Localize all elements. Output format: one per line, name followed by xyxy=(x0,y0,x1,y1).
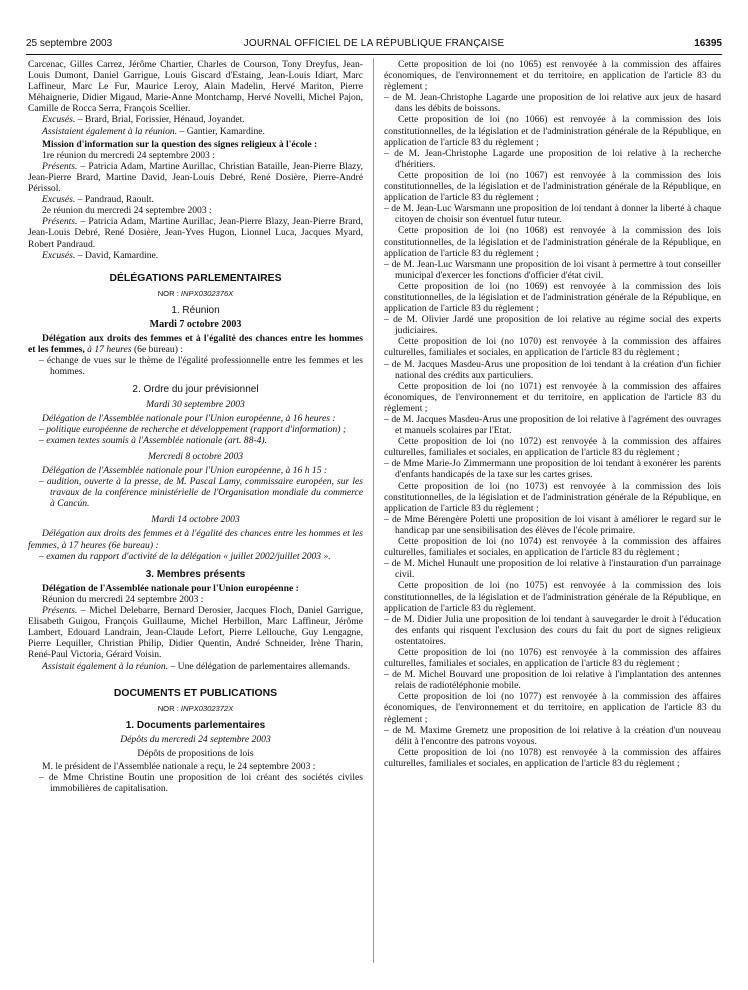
referral-note: Cette proposition de loi (no 1072) est renvoyée à la commission des affaires culturelles, familiales et sociales, en application de l'article 83 du règlement ; xyxy=(384,436,721,459)
meeting-date: Mardi 7 octobre 2003 xyxy=(149,318,242,330)
header-date: 25 septembre 2003 xyxy=(26,38,113,49)
also-present-line: Assistait également à la réunion. – Une délégation de parlementaires allemands. xyxy=(42,660,350,672)
delegation-entry: Délégation aux droits des femmes et à l'égalité des chances entre les hommes et les femmes, à 17 heures (6e bureau) : xyxy=(28,333,363,356)
subsection-title: 2. Ordre du jour prévisionnel xyxy=(132,384,259,396)
deposit-item: – de Mme Marie-Jo Zimmermann une proposition de loi tendant à exonérer les parents d'enfants handicapés de la taxe sur les cartes grises. xyxy=(384,458,721,481)
deposit-item: – de M. Maxime Gremetz une proposition de loi relative à la création d'un nouveau délit à l'encontre des patrons voyous. xyxy=(384,724,721,747)
referral-note: Cette proposition de loi (no 1068) est renvoyée à la commission des lois constitutionnelles, de la législation et de l'administration générale de la République, en application de l'article 83 du règlement ; xyxy=(384,225,721,259)
excused-line: Excusés. – David, Kamardine. xyxy=(42,249,159,261)
header-title: JOURNAL OFFICIEL DE LA RÉPUBLIQUE FRANÇAISE xyxy=(243,38,505,49)
subsection-title: 1. Documents parlementaires xyxy=(125,719,266,731)
referral-note: Cette proposition de loi (no 1078) est renvoyée à la commission des affaires culturelles, familiales et sociales, en application de l'article 83 du règlement ; xyxy=(384,746,721,769)
deposit-item: – de M. Jean-Christophe Lagarde une proposition de loi relative à la recherche d'héritiers. xyxy=(384,147,721,170)
referral-note: Cette proposition de loi (no 1077) est renvoyée à la commission des affaires économiques, de l'environnement et du territoire, en application de l'article 83 du règlement ; xyxy=(384,691,721,725)
referral-note: Cette proposition de loi (no 1069) est renvoyée à la commission des lois constitutionnelles, de la législation et de l'administration générale de la République, en application de l'article 83 du règlement ; xyxy=(384,280,721,315)
delegation-entry: Délégation de l'Assemblée nationale pour l'Union européenne, à 16 h 15 : xyxy=(42,465,328,476)
section-heading-delegations: DÉLÉGATIONS PARLEMENTAIRES xyxy=(109,272,282,284)
subsection-title: 3. Membres présents xyxy=(145,568,246,580)
referral-note: Cette proposition de loi (no 1067) est renvoyée à la commission des lois constitutionnelles, de la législation et de l'administration générale de la République, en application de l'article 83 du règlement ; xyxy=(384,169,721,204)
deposit-item: – de Mme Christine Boutin une proposition de loi créant des sociétés civiles immobilières de capitalisation. xyxy=(39,772,363,795)
excused-line: Excusés. – Pandraud, Raoult. xyxy=(42,194,154,206)
referral-note: Cette proposition de loi (no 1066) est renvoyée à la commission des lois constitutionnelles, de la législation et de l'administration générale de la République, en application de l'article 83 du règlement ; xyxy=(384,114,721,148)
referral-note: Cette proposition de loi (no 1076) est renvoyée à la commission des affaires culturelles, familiales et sociales, en application de l'article 83 du règlement ; xyxy=(384,646,721,670)
deposit-item: – de M. Jacques Masdeu-Arus une proposition de loi relative à l'agrément des ouvrages et manuels scolaires par l'Etat. xyxy=(384,414,721,437)
nor-reference: NOR : INPX0302372X xyxy=(157,703,234,713)
present-line: Présents. – Michel Delebarre, Bernard Derosier, Jacques Floch, Daniel Garrigue, Elisabeth Guigou, François Guillaume, Michel Herbillon, Marc Laffineur, Jérôme Lambert, Edouard Landrain, Jean-Claude Lefort, Pierre Lellouche, Guy Lengagne, Pierre Lequiller, Christian Philip, Didier Quentin, André Schneider, Irène Tharin, René-Paul Victoria, Gérard Voisin. xyxy=(28,605,363,661)
right-column xyxy=(384,59,721,769)
deposit-intro: M. le président de l'Assemblée nationale a reçu, le 24 septembre 2003 : xyxy=(42,761,316,773)
agenda-item: – échange de vues sur le thème de l'égalité professionnelle entre les femmes et les hommes. xyxy=(39,355,363,378)
deposit-item: – de M. Jean-Luc Warsmann une proposition de loi tendant à donner la liberté à chaque citoyen de choisir son éventuel futur tuteur. xyxy=(384,203,721,226)
delegation-entry: Délégation de l'Assemblée nationale pour l'Union européenne : xyxy=(42,582,299,594)
page-header xyxy=(26,38,722,52)
present-line: Présents. – Patricia Adam, Martine Aurillac, Jean-Pierre Blazy, Jean-Pierre Brard, Jean-Louis Debré, René Dosière, Jean-Yves Hugon, Lionnel Luca, Jacques Myard, Robert Pandraud. xyxy=(28,216,363,250)
delegation-entry: Délégation de l'Assemblée nationale pour l'Union européenne, à 16 heures : xyxy=(42,412,336,424)
agenda-item: – audition, ouverte à la presse, de M. Pascal Lamy, commissaire européen, sur les travaux de la conférence ministérielle de l'Organisation mondiale du commerce à Cancún. xyxy=(39,476,363,510)
deposit-date: Dépôts du mercredi 24 septembre 2003 xyxy=(120,733,271,745)
excused-line: Excusés. – Brard, Brial, Forissier, Hénaud, Joyandet. xyxy=(42,114,245,126)
nor-reference: NOR : INPX0302376X xyxy=(157,288,234,298)
delegation-entry: Délégation aux droits des femmes et à l'égalité des chances entre les hommes et les femmes, à 17 heures (6e bureau) : xyxy=(28,528,363,551)
agenda-item: – politique européenne de recherche et développement (rapport d'information) ; xyxy=(39,423,347,435)
deposit-item: – de M. Michel Bouvard une proposition de loi relative à l'implantation des antennes relais de radiotéléphonie mobile. xyxy=(384,669,721,692)
referral-note: Cette proposition de loi (no 1070) est renvoyée à la commission des affaires culturelles, familiales et sociales, en application de l'article 83 du règlement ; xyxy=(384,336,721,359)
deposit-item: – de M. Jacques Masdeu-Arus une proposition de loi tendant à la création d'un fichier national des crédits aux particuliers. xyxy=(384,358,721,381)
present-line: Présents. – Patricia Adam, Martine Aurillac, Christian Bataille, Jean-Pierre Blazy, Jean-Pierre Brard, Martine David, Jean-Louis Debré, René Dosière, Pierre-André Périssol. xyxy=(28,160,363,195)
section-heading-documents: DOCUMENTS ET PUBLICATIONS xyxy=(113,687,278,699)
members-list: Carcenac, Gilles Carrez, Jérôme Chartier, Charles de Courson, Tony Dreyfus, Jean-Louis Dumont, Daniel Garrigue, Louis Giscard d'Estaing, Jean-Louis Idiart, Marc Laffineur, Marc Le Fur, Maurice Leroy, Alain Madelin, Hervé Mariton, Pierre Méhaignerie, Didier Migaud, Marie-Anne Montchamp, Hervé Novelli, Michel Pajon, Camille de Rocca Serra, François Scellier. xyxy=(28,59,363,115)
left-column xyxy=(28,59,363,794)
column-separator xyxy=(373,58,374,963)
header-rule xyxy=(26,54,722,55)
agenda-item: – examen textes soumis à l'Assemblée nationale (art. 88-4). xyxy=(39,434,267,446)
referral-note: Cette proposition de loi (no 1065) est renvoyée à la commission des affaires économiques, de l'environnement et du territoire, en application de l'article 83 du règlement ; xyxy=(384,59,721,93)
referral-note: Cette proposition de loi (no 1073) est renvoyée à la commission des lois constitutionnelles, de la législation et de l'administration générale de la République, en application de l'article 83 du règlement ; xyxy=(384,480,721,514)
header-page-number: 16395 xyxy=(694,38,722,49)
meeting-title: Réunion du mercredi 24 septembre 2003 : xyxy=(42,593,204,605)
also-present-line: Assistaient également à la réunion. – Gantier, Kamardine. xyxy=(42,125,265,137)
deposit-item: – de M. Jean-Christophe Lagarde une proposition de loi relative aux jeux de hasard dans les débits de boissons. xyxy=(384,92,721,115)
agenda-date: Mercredi 8 octobre 2003 xyxy=(147,450,244,462)
agenda-date: Mardi 14 octobre 2003 xyxy=(151,514,240,526)
deposit-item: – de M. Didier Julia une proposition de loi tendant à sauvegarder le droit à l'éducation des enfants qui risquent l'exclusion des cours du fait du port de signes religieux ostentatoires. xyxy=(384,613,721,647)
referral-note: Cette proposition de loi (no 1071) est renvoyée à la commission des affaires économiques, de l'environnement et du territoire, en application de l'article 83 du règlement ; xyxy=(384,380,721,414)
referral-note: Cette proposition de loi (no 1074) est renvoyée à la commission des affaires culturelles, familiales et sociales, en application de l'article 83 du règlement ; xyxy=(384,536,721,559)
deposit-item: – de M. Michel Hunault une proposition de loi relative à l'instauration d'un parrainage civil. xyxy=(384,558,721,581)
mission-title: Mission d'information sur la question des signes religieux à l'école : xyxy=(42,138,318,150)
deposit-subtitle: Dépôts de propositions de lois xyxy=(137,747,254,759)
referral-note: Cette proposition de loi (no 1075) est renvoyée à la commission des lois constitutionnelles, de la législation et de l'administration générale de la République, en application de l'article 83 du règlement. xyxy=(384,580,721,614)
meeting-2-title: 2e réunion du mercredi 24 septembre 2003 : xyxy=(42,205,212,217)
deposit-item: – de M. Jean-Luc Warsmann une proposition de loi visant à permettre à tout conseiller municipal d'exercer les fonctions d'officier d'état civil. xyxy=(384,258,721,281)
deposit-item: – de Mme Bérengère Poletti une proposition de loi visant à améliorer le regard sur le handicap par une sensibilisation des élèves de l'école primaire. xyxy=(384,513,721,536)
deposit-item: – de M. Olivier Jardé une proposition de loi relative au régime social des experts judiciaires. xyxy=(384,314,721,337)
subsection-title: 1. Réunion xyxy=(171,304,220,316)
agenda-date: Mardi 30 septembre 2003 xyxy=(146,398,245,410)
meeting-1-title: 1re réunion du mercredi 24 septembre 2003 : xyxy=(42,149,215,161)
agenda-item: – examen du rapport d'activité de la délégation « juillet 2002/juillet 2003 ». xyxy=(39,550,331,562)
